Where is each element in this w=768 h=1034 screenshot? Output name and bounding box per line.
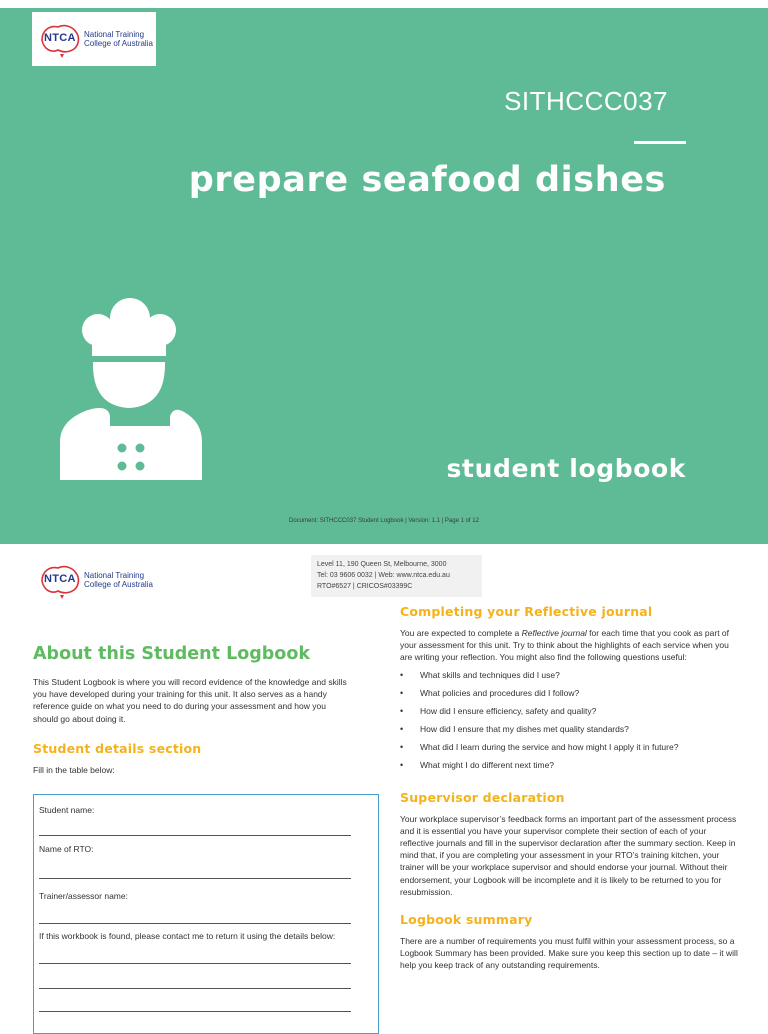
reflective-journal-term: Reflective journal bbox=[521, 628, 587, 638]
contact-line-1[interactable] bbox=[39, 941, 351, 964]
supervisor-body: Your workplace supervisor’s feedback forms an important part of the assessment process and it is essential you have your supervisor complete their section of each of your reflective journals and fill in the supervisor declaration after the summary section. Keep in mind that, if you are completing your assessment in your RTO’s training kitchen, your trainer will be your workplace supervisor and should endorse your journal. Without their endorsement, your Logbook will be incomplete and it is likely to be returned to you for resubmission. bbox=[400, 813, 737, 897]
contact-note-label: If this workbook is found, please contact me to return it using the details below: bbox=[39, 931, 336, 941]
cover-title: prepare seafood dishes bbox=[188, 160, 666, 200]
trainer-name-label: Trainer/assessor name: bbox=[39, 891, 128, 901]
logo-line-1: National Training bbox=[84, 571, 145, 580]
reflective-body-end: for each time that you cook as part of your assessment for this unit. Try to think about the highlights of each service when you are writing your reflection. You might also find the following questions useful: bbox=[400, 628, 730, 663]
list-item: • How did I ensure that my dishes met quality standards? bbox=[400, 724, 740, 742]
student-name-field[interactable] bbox=[39, 815, 351, 836]
australia-map-icon bbox=[38, 22, 82, 56]
logo-line-2: College of Australia bbox=[84, 39, 153, 48]
contact-line-2[interactable] bbox=[39, 964, 351, 989]
logo-line-2: College of Australia bbox=[84, 580, 153, 589]
document-footer: Document: SITHCCC037 Student Logbook | Version: 1.1 | Page 1 of 12 bbox=[289, 518, 479, 524]
about-heading: About this Student Logbook bbox=[33, 644, 310, 664]
student-name-label: Student name: bbox=[39, 805, 95, 815]
logo-name bbox=[84, 30, 153, 48]
unit-code: SITHCCC037 bbox=[504, 86, 668, 116]
ntca-logo bbox=[32, 12, 156, 66]
list-item: • What might I do different next time? bbox=[400, 760, 740, 778]
title-divider bbox=[634, 141, 686, 144]
cover-subtitle: student logbook bbox=[446, 454, 686, 483]
chef-icon bbox=[58, 298, 204, 480]
rto-cricos-line: RTO#6527 | CRICOS#03399C bbox=[317, 583, 413, 590]
address-line: Level 11, 190 Queen St, Melbourne, 3000 bbox=[317, 561, 447, 568]
student-details-intro: Fill in the table below: bbox=[33, 764, 115, 775]
rto-name-label: Name of RTO: bbox=[39, 844, 94, 854]
summary-heading: Logbook summary bbox=[400, 912, 533, 928]
student-details-table bbox=[33, 794, 379, 1034]
reflective-body bbox=[400, 627, 740, 664]
list-item: • What policies and procedures did I follow? bbox=[400, 688, 740, 706]
reflective-heading: Completing your Reflective journal bbox=[400, 604, 653, 619]
cover-page bbox=[0, 8, 768, 544]
reflective-body-start: You are expected to complete a bbox=[400, 628, 522, 638]
list-item: • What skills and techniques did I use? bbox=[400, 670, 740, 688]
logo-abbr: NTCA bbox=[44, 32, 76, 44]
logo-line-1: National Training bbox=[84, 30, 145, 39]
about-body: This Student Logbook is where you will record evidence of the knowledge and skills you have developed during your training for this unit. It also serves as a handy reference guide on what you need to do during your assessment and how you should go about doing it. bbox=[33, 677, 347, 724]
contact-line-3[interactable] bbox=[39, 989, 351, 1012]
ntca-logo-small bbox=[32, 554, 156, 606]
list-item: • How did I ensure efficiency, safety and quality? bbox=[400, 706, 740, 724]
trainer-name-field[interactable] bbox=[39, 901, 351, 924]
phone-web-line: Tel: 03 9606 0032 | Web: www.ntca.edu.au bbox=[317, 572, 450, 579]
summary-body: There are a number of requirements you must fulfil within your assessment process, so a Logbook Summary has been provided. Make sure you keep this section up to date – it will help you keep track of any outstanding requirements. bbox=[400, 936, 738, 971]
supervisor-heading: Supervisor declaration bbox=[400, 789, 565, 805]
australia-map-icon bbox=[38, 563, 82, 597]
contact-address-block bbox=[311, 555, 482, 597]
rto-name-field[interactable] bbox=[39, 854, 351, 879]
reflection-questions-list bbox=[400, 670, 740, 778]
list-item: • What did I learn during the service and how might I apply it in future? bbox=[400, 742, 740, 760]
logo-abbr: NTCA bbox=[44, 573, 76, 585]
student-details-heading: Student details section bbox=[33, 740, 202, 756]
logbook-page-2 bbox=[0, 544, 768, 1024]
right-column bbox=[400, 604, 740, 972]
logo-name bbox=[84, 571, 153, 589]
left-column bbox=[33, 644, 353, 776]
